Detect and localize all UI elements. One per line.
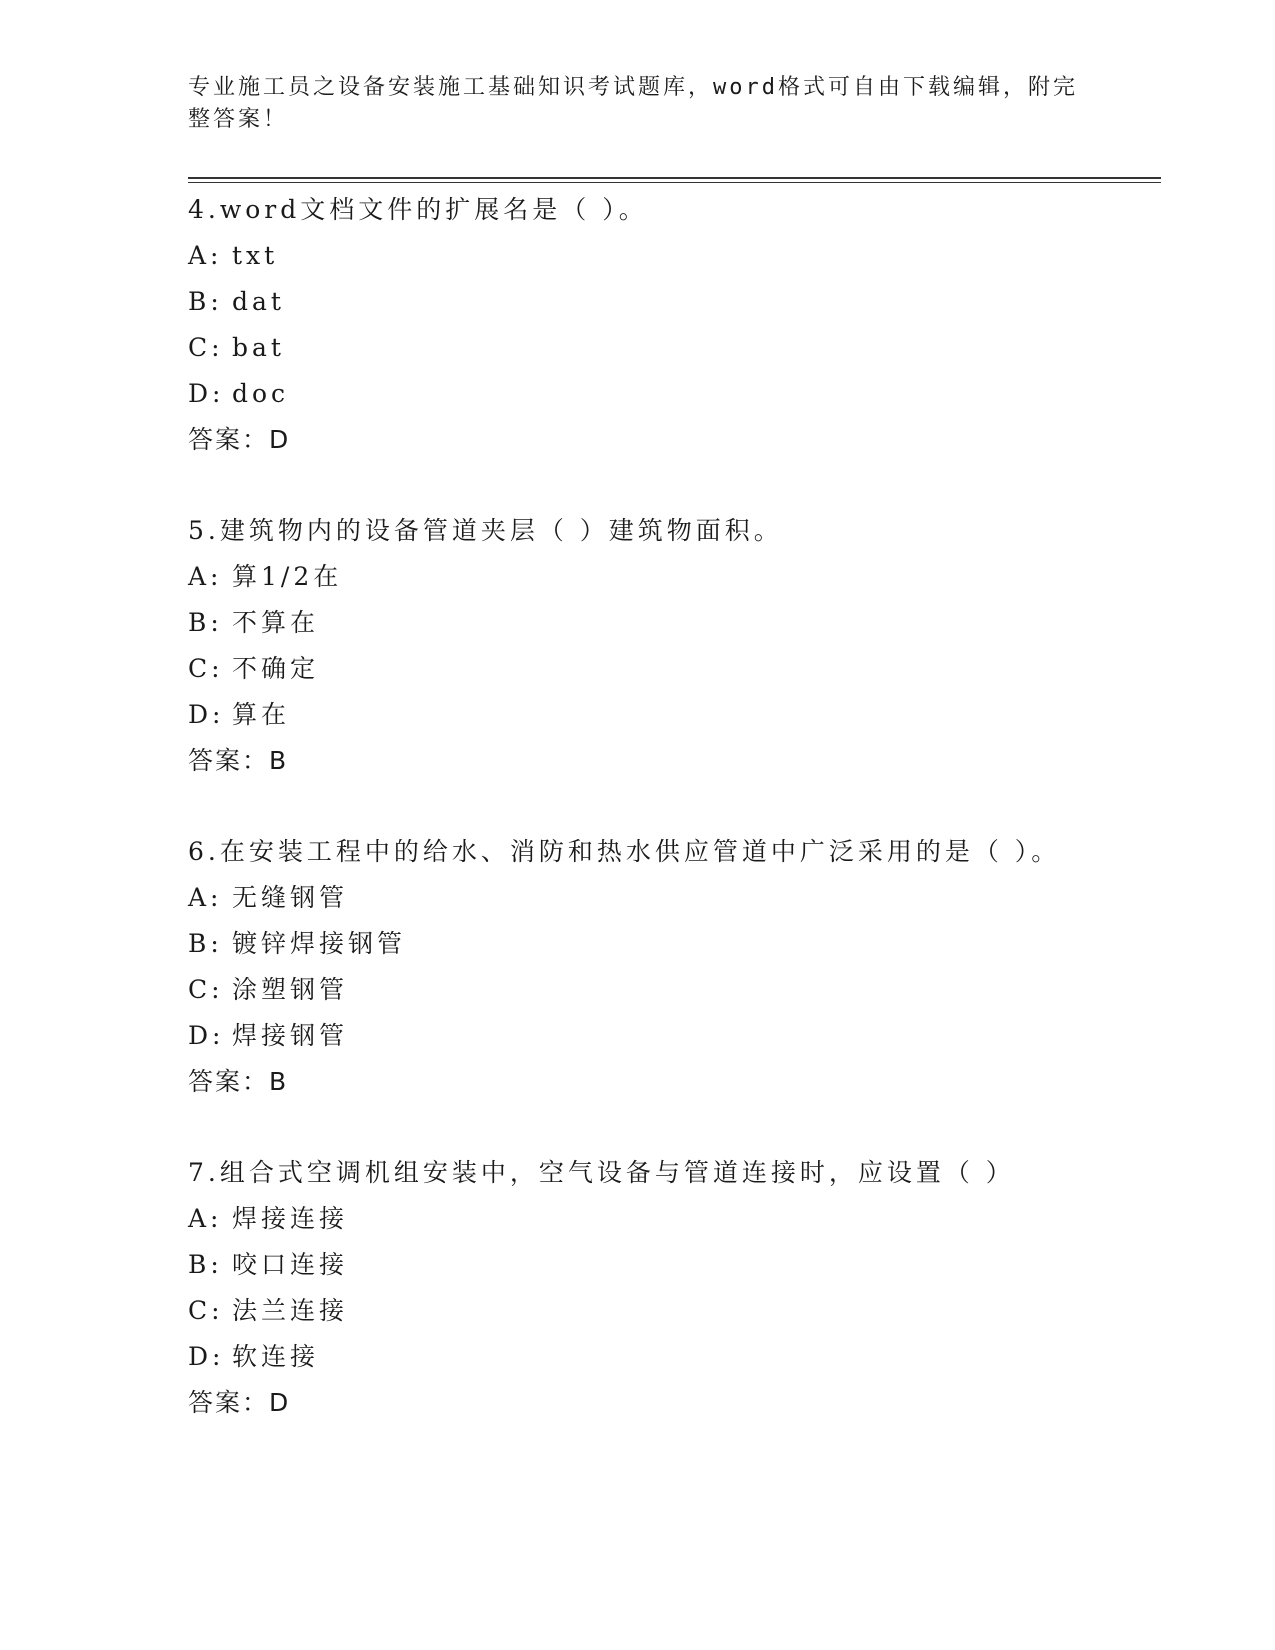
option-text: 焊接钢管 [232, 1021, 349, 1050]
answer-line: 答案：D [188, 425, 291, 454]
option-text: doc [232, 379, 290, 408]
option-a [188, 875, 1148, 921]
option-letter: C: [188, 654, 224, 683]
option-a [188, 1196, 1148, 1242]
option-text: 算1/2在 [232, 562, 343, 591]
option-a [188, 233, 1148, 279]
question-stem: 7.组合式空调机组安装中，空气设备与管道连接时，应设置（ ） [188, 1158, 1015, 1187]
option-b [188, 279, 1148, 325]
option-a [188, 554, 1148, 600]
option-b [188, 921, 1148, 967]
option-c [188, 646, 1148, 692]
header-divider-thin [188, 182, 1161, 183]
option-letter: D: [188, 1021, 225, 1050]
option-c [188, 967, 1148, 1013]
option-b [188, 600, 1148, 646]
question-stem: 6.在安装工程中的给水、消防和热水供应管道中广泛采用的是（ ）。 [188, 837, 1061, 866]
option-c [188, 1288, 1148, 1334]
header-line-1: 专业施工员之设备安装施工基础知识考试题库，word格式可自由下载编辑，附完 [188, 75, 1078, 100]
option-text: 算在 [232, 700, 291, 729]
option-letter: B: [188, 929, 223, 958]
option-text: bat [232, 333, 285, 362]
option-text: 软连接 [232, 1342, 320, 1371]
option-text: 无缝钢管 [232, 883, 349, 912]
question-stem: 5.建筑物内的设备管道夹层（ ）建筑物面积。 [188, 516, 783, 545]
option-text: 不算在 [232, 608, 320, 637]
option-c [188, 325, 1148, 371]
option-d [188, 692, 1148, 738]
option-letter: C: [188, 975, 224, 1004]
option-letter: B: [188, 608, 223, 637]
question-stem: 4.word文档文件的扩展名是（ ）。 [188, 195, 648, 224]
question-7 [188, 1150, 1148, 1471]
header-line-2: 整答案！ [188, 107, 289, 132]
option-letter: D: [188, 379, 225, 408]
option-d [188, 1013, 1148, 1059]
option-letter: C: [188, 333, 224, 362]
option-letter: A: [188, 1204, 223, 1233]
answer-line: 答案：D [188, 1388, 291, 1417]
document-header [188, 72, 1078, 136]
option-text: 不确定 [232, 654, 320, 683]
question-6 [188, 829, 1148, 1150]
option-letter: A: [188, 241, 223, 270]
option-text: txt [232, 241, 279, 270]
option-text: 咬口连接 [232, 1250, 349, 1279]
option-d [188, 371, 1148, 417]
option-letter: B: [188, 287, 223, 316]
option-d [188, 1334, 1148, 1380]
option-letter: A: [188, 562, 223, 591]
option-text: 焊接连接 [232, 1204, 349, 1233]
option-text: 涂塑钢管 [232, 975, 349, 1004]
option-letter: C: [188, 1296, 224, 1325]
question-4 [188, 187, 1148, 508]
answer-line: 答案：B [188, 746, 289, 775]
option-letter: D: [188, 1342, 225, 1371]
option-letter: D: [188, 700, 225, 729]
option-b [188, 1242, 1148, 1288]
answer-line: 答案：B [188, 1067, 289, 1096]
option-text: 法兰连接 [232, 1296, 349, 1325]
header-divider-thick [188, 177, 1161, 179]
option-text: 镀锌焊接钢管 [232, 929, 407, 958]
option-text: dat [232, 287, 285, 316]
question-list [188, 187, 1148, 1471]
option-letter: B: [188, 1250, 223, 1279]
option-letter: A: [188, 883, 223, 912]
question-5 [188, 508, 1148, 829]
